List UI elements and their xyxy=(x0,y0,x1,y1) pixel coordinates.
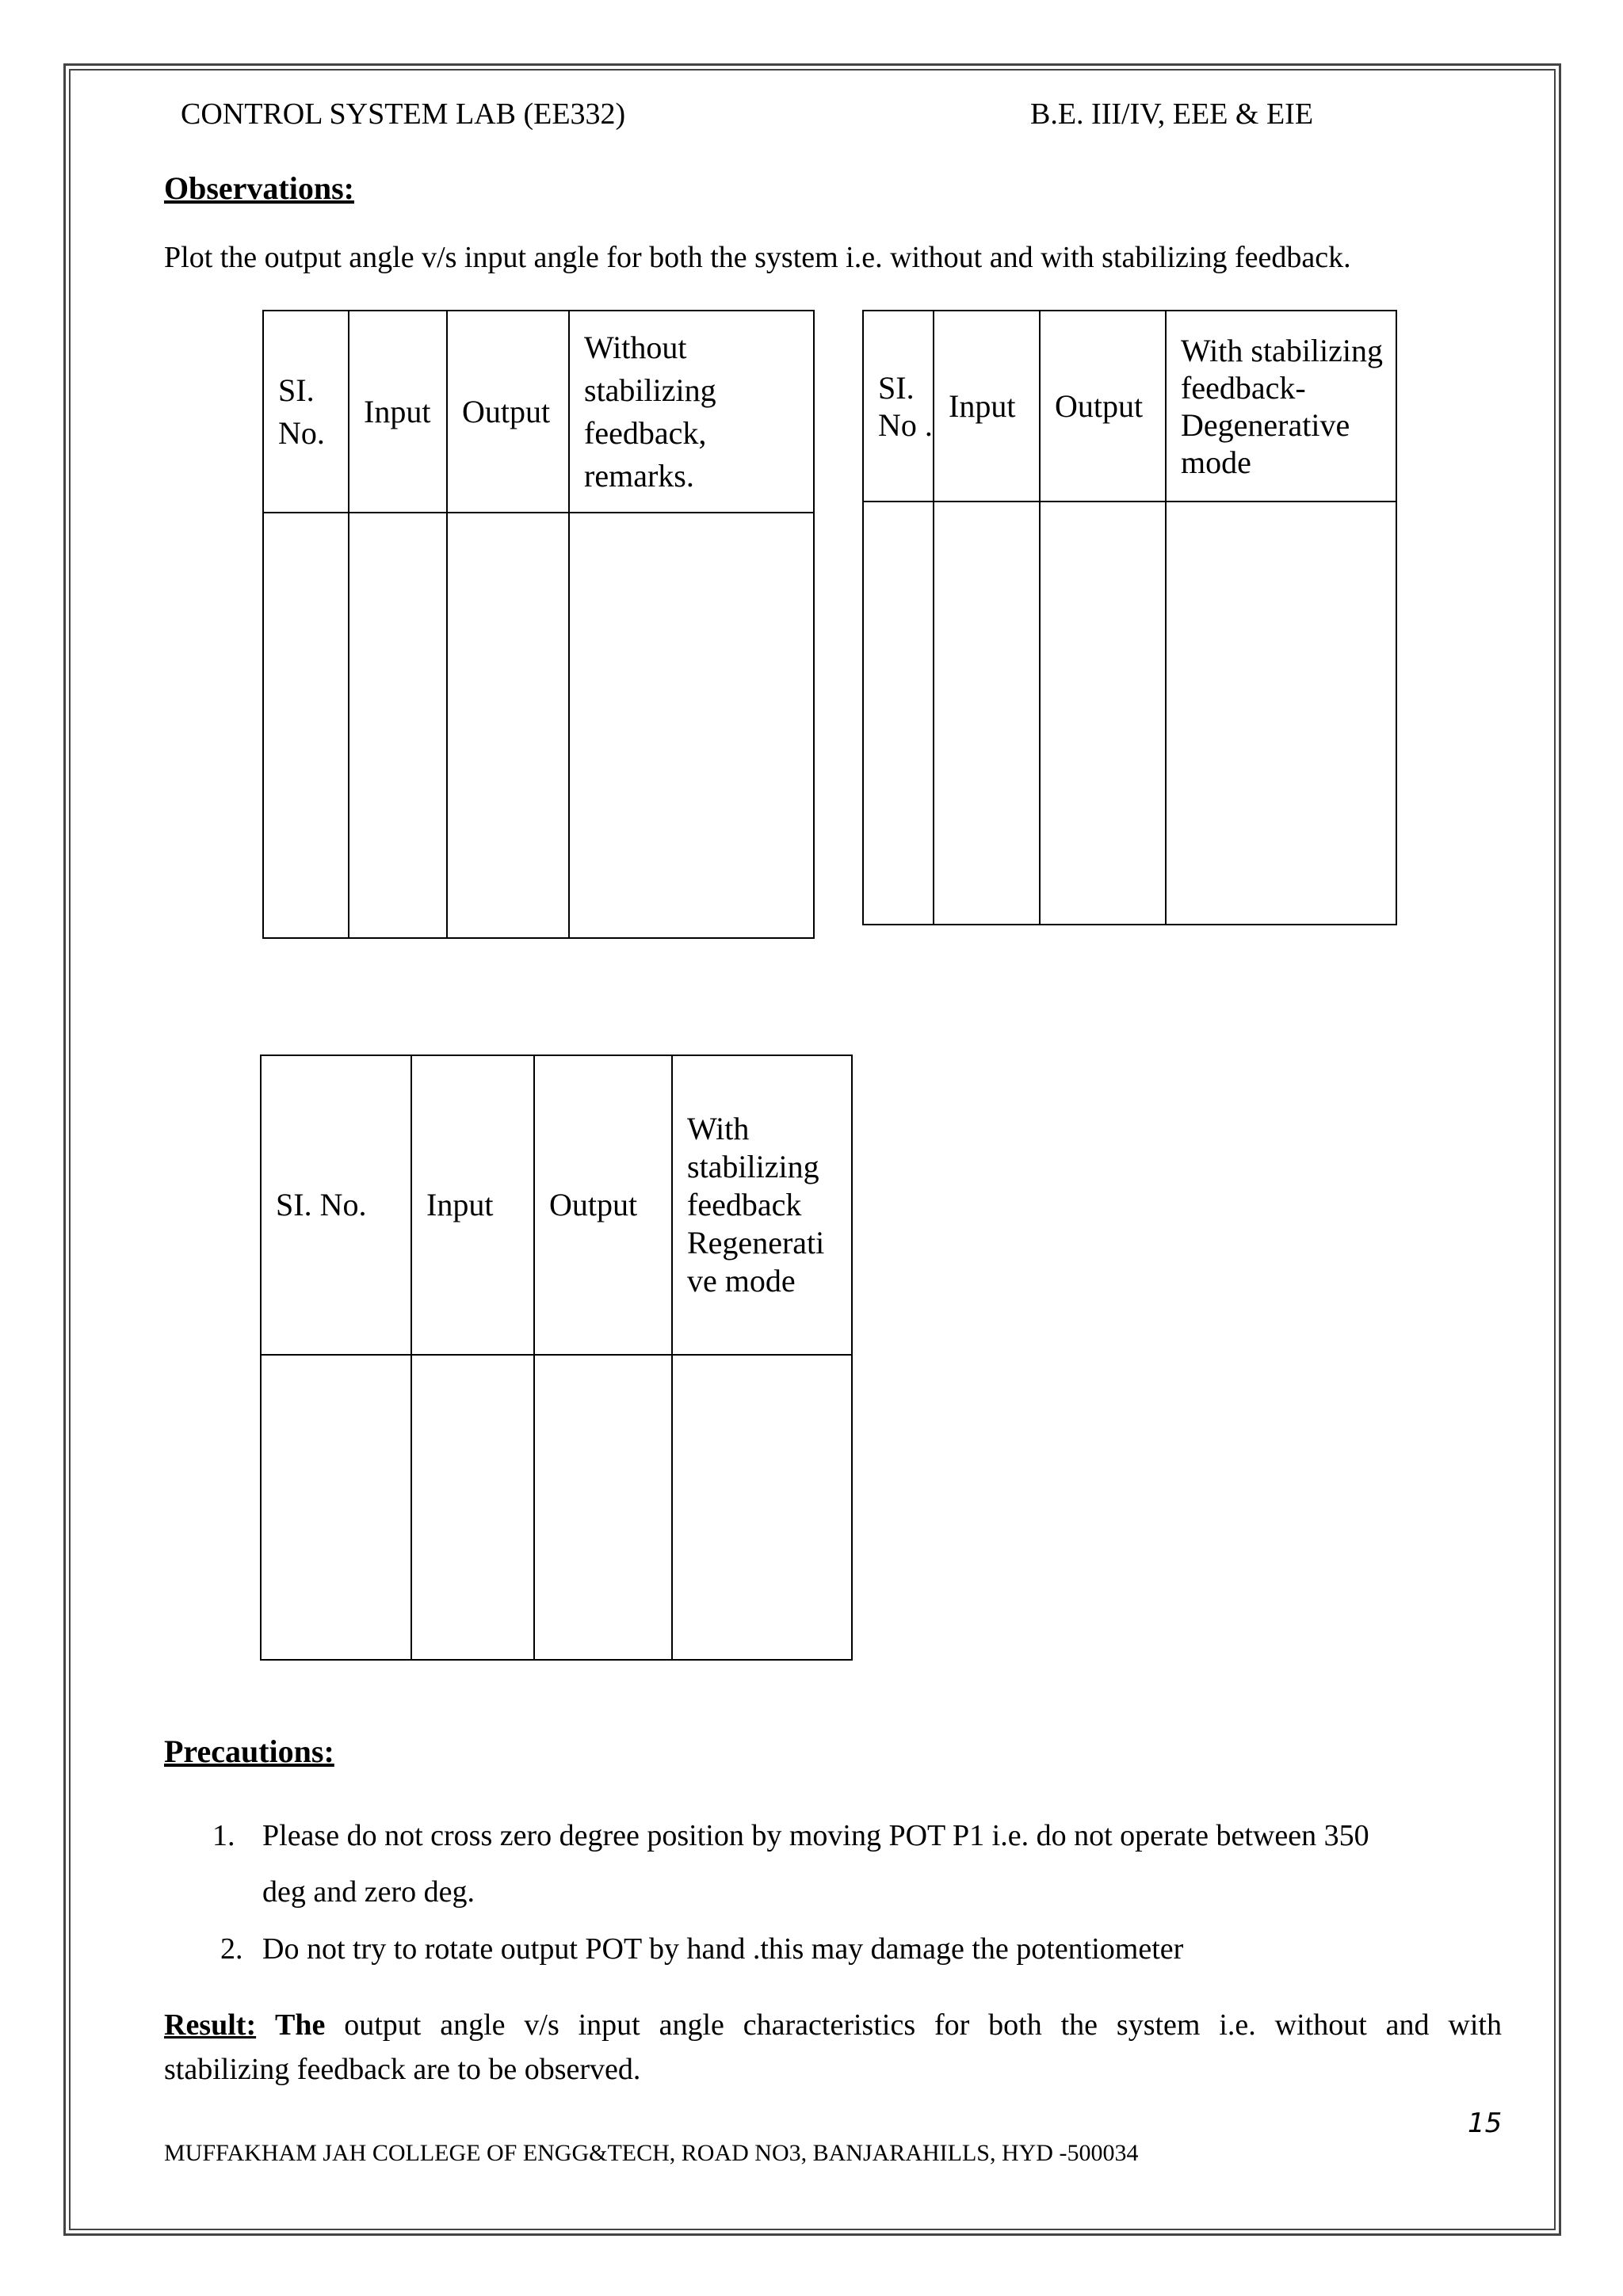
result-word: output xyxy=(344,2008,422,2042)
column-header-regenerative-mode: With stabilizing feedback Regenerati ve mode xyxy=(672,1055,852,1355)
result-word: for xyxy=(934,2008,970,2042)
precaution-text-1-continued: deg and zero deg. xyxy=(262,1875,475,1909)
result-word: characteristics xyxy=(743,2008,916,2042)
table-degenerative-mode xyxy=(862,310,1397,925)
column-header-sl-no: SI. No. xyxy=(261,1055,411,1355)
result-line-2: stabilizing feedback are to be observed. xyxy=(164,2053,641,2086)
result-word: and xyxy=(1385,2008,1430,2042)
table-cell xyxy=(261,1355,411,1660)
column-header-output: Output xyxy=(1040,311,1166,502)
header-course-title: CONTROL SYSTEM LAB (EE332) xyxy=(181,97,626,131)
result-word: with xyxy=(1448,2008,1502,2042)
table-cell xyxy=(672,1355,852,1660)
column-header-input: Input xyxy=(349,311,447,513)
precaution-text-1: Please do not cross zero degree position by moving POT P1 i.e. do not operate between 350 xyxy=(262,1819,1369,1852)
table-cell xyxy=(534,1355,672,1660)
table-empty-row xyxy=(863,502,1396,925)
precaution-text-2: Do not try to rotate output POT by hand .this may damage the potentiometer xyxy=(262,1932,1184,1966)
table-cell xyxy=(934,502,1040,925)
result-word: i.e. xyxy=(1219,2008,1256,2042)
table-cell xyxy=(447,513,569,938)
table-regenerative-mode xyxy=(260,1055,853,1661)
table-cell xyxy=(411,1355,534,1660)
table-cell xyxy=(863,502,934,925)
column-header-input: Input xyxy=(934,311,1040,502)
header-program: B.E. III/IV, EEE & EIE xyxy=(1030,97,1314,131)
column-header-sl-no: SI. No. xyxy=(263,311,349,513)
precaution-number-1: 1. xyxy=(212,1819,235,1852)
table-empty-row xyxy=(261,1355,852,1660)
table-cell xyxy=(349,513,447,938)
table-cell xyxy=(263,513,349,938)
table-cell xyxy=(1040,502,1166,925)
column-header-sl-no: SI. No . xyxy=(863,311,934,502)
column-header-output: Output xyxy=(447,311,569,513)
table-empty-row xyxy=(263,513,814,938)
column-header-remarks: Without stabilizing feedback, remarks. xyxy=(569,311,814,513)
result-word: input xyxy=(578,2008,640,2042)
result-line-1 xyxy=(164,2003,1502,2047)
table-without-feedback xyxy=(262,310,815,939)
table-cell xyxy=(1166,502,1396,925)
observations-heading: Observations: xyxy=(164,170,354,206)
result-label: Result: xyxy=(164,2008,257,2042)
result-word: without xyxy=(1274,2008,1367,2042)
result-word: v/s xyxy=(524,2008,559,2042)
column-header-input: Input xyxy=(411,1055,534,1355)
page-number: 15 xyxy=(1468,2107,1503,2139)
precaution-number-2: 2. xyxy=(220,1932,243,1966)
footer-institution: MUFFAKHAM JAH COLLEGE OF ENGG&TECH, ROAD NO3, BANJARAHILLS, HYD -500034 xyxy=(164,2140,1139,2166)
result-word: system xyxy=(1116,2008,1201,2042)
table-cell xyxy=(569,513,814,938)
result-word: the xyxy=(1060,2008,1098,2042)
result-word: angle xyxy=(440,2008,506,2042)
column-header-degenerative-mode: With stabilizing feedback- Degenerative mode xyxy=(1166,311,1396,502)
result-word: angle xyxy=(659,2008,724,2042)
result-bold-word: The xyxy=(274,2008,326,2042)
result-word: both xyxy=(988,2008,1042,2042)
column-header-output: Output xyxy=(534,1055,672,1355)
observations-instruction: Plot the output angle v/s input angle for both the system i.e. without and with stabilizing feedback. xyxy=(164,241,1351,274)
precautions-heading: Precautions: xyxy=(164,1733,334,1769)
